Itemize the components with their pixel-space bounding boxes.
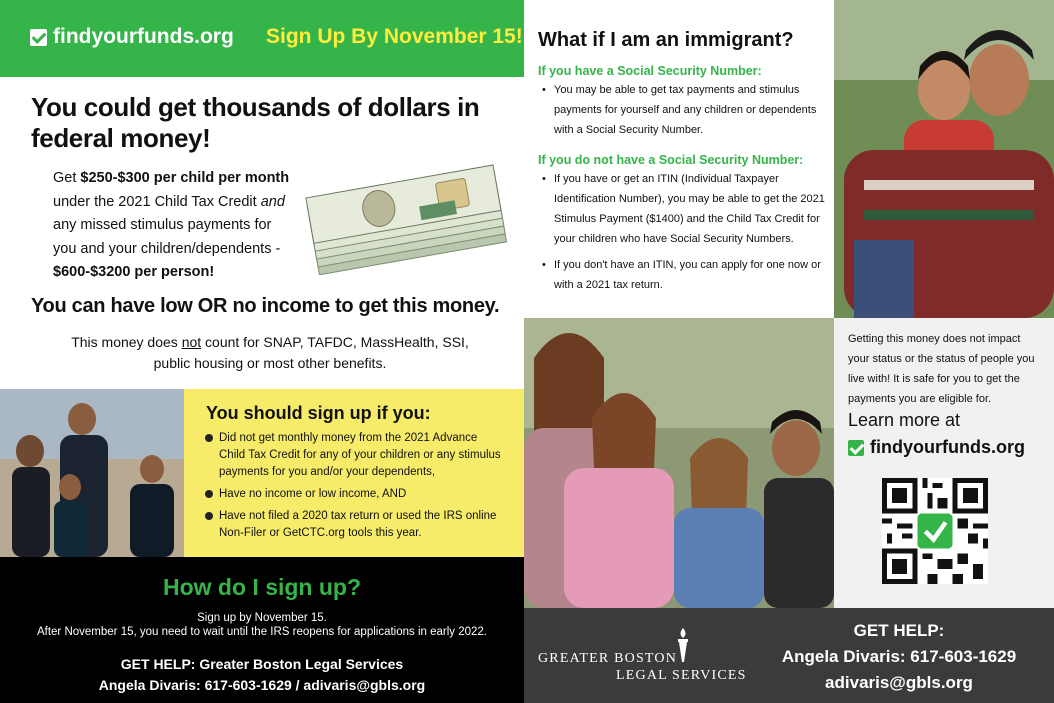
- right-flyer-panel: [524, 0, 1054, 703]
- signup-bullet-list: [204, 430, 504, 547]
- get-help-contact: [774, 618, 1024, 696]
- cash-stack-image: [300, 151, 510, 275]
- left-flyer-panel: [0, 0, 524, 703]
- signup-title: You should sign up if you:: [206, 403, 431, 423]
- howto-line-1: Sign up by November 15.: [197, 612, 327, 624]
- right-footer: [524, 608, 1054, 703]
- info-text: Getting this money does not impact your status or the status of people you live with! It is safe for you to get the payments you are eligible for.: [848, 333, 1035, 405]
- money-text-2: under the 2021 Child Tax Credit: [53, 193, 261, 210]
- no-ssn-bullet: • If you don't have an ITIN, you can apply for one now or with a 2021 tax return.: [540, 255, 830, 295]
- info-site: [848, 437, 1025, 458]
- father-son-photo: [834, 0, 1054, 318]
- no-ssn-bullet: • If you have or get an ITIN (Individual Taxpayer Identification Number), you may be able to get the 2021 Stimulus Payment ($1400) and the Child Tax Credit for your children who have Social Security Numbers.: [540, 169, 830, 249]
- left-footer: [0, 557, 524, 703]
- gbls-logo-line-1: GREATER BOSTON: [538, 651, 678, 666]
- info-box: [834, 318, 1054, 608]
- signup-bullet: Have no income or low income, AND: [204, 486, 504, 503]
- learn-more-label: Learn more at: [848, 410, 961, 430]
- no-ssn-heading: If you do not have a Social Security Number:: [538, 153, 804, 167]
- checkbox-icon: [30, 29, 47, 46]
- signup-bullet: Did not get monthly money from the 2021 Advance Child Tax Credit for any of your children or any stimulus payments for you and/or your dependents,: [204, 430, 504, 481]
- no-ssn-bullet-list: [540, 169, 830, 301]
- ssn-heading: If you have a Social Security Number:: [538, 64, 762, 78]
- qr-code-image: [882, 478, 988, 584]
- get-help-email: adivaris@gbls.org: [825, 673, 973, 692]
- main-headline: You could get thousands of dollars in federal money!: [31, 92, 480, 154]
- howto-line-2: After November 15, you need to wait until the IRS reopens for applications in early 2022.: [36, 626, 488, 638]
- help-contact: [0, 654, 524, 696]
- header-site: [30, 25, 234, 49]
- signup-bullet: Have not filed a 2020 tax return or used the IRS online Non-Filer or GetCTC.org tools this year.: [204, 508, 504, 542]
- family-photo: [0, 389, 184, 557]
- benefits-not: not: [181, 334, 202, 350]
- benefits-text-1: This money does: [71, 334, 182, 350]
- money-text-1: Get: [53, 170, 81, 186]
- get-help-phone: Angela Divaris: 617-603-1629: [781, 647, 1017, 666]
- header-site-label: findyourfunds.org: [53, 25, 234, 48]
- header-deadline: Sign Up By November 15!: [266, 25, 523, 48]
- ssn-bullet: • You may be able to get tax payments and stimulus payments for yourself and any children or dependents with a Social Security Number.: [540, 80, 830, 140]
- help-line-1: GET HELP: Greater Boston Legal Services: [120, 656, 404, 672]
- mother-children-photo: [524, 318, 834, 608]
- howto-text: [0, 611, 524, 639]
- money-amount-child: $250-$300 per child per month: [80, 170, 290, 186]
- money-text-3: any missed stimulus payments for you and your children/dependents -: [53, 217, 281, 257]
- income-heading: You can have low OR no income to get this money.: [31, 295, 500, 317]
- info-site-label: findyourfunds.org: [870, 437, 1025, 457]
- gbls-logo: [538, 650, 747, 684]
- howto-heading: How do I sign up?: [162, 574, 362, 600]
- get-help-title: GET HELP:: [853, 621, 945, 640]
- money-amount-person: $600-$3200 per person!: [53, 264, 215, 280]
- benefits-note: [65, 332, 475, 374]
- gbls-logo-line-2: LEGAL SERVICES: [616, 668, 747, 683]
- help-line-2: Angela Divaris: 617-603-1629 / adivaris@gbls.org: [98, 677, 426, 693]
- money-description: [53, 167, 298, 285]
- benefits-text-2: count for SNAP, TAFDC, MassHealth, SSI, public housing or most other benefits.: [153, 334, 469, 371]
- torch-icon: [674, 628, 692, 662]
- checkbox-icon: [848, 440, 864, 456]
- ssn-bullet-list: [540, 80, 830, 146]
- header-bar: [0, 0, 524, 77]
- immigrant-title: What if I am an immigrant?: [538, 29, 794, 51]
- money-and: and: [260, 193, 285, 210]
